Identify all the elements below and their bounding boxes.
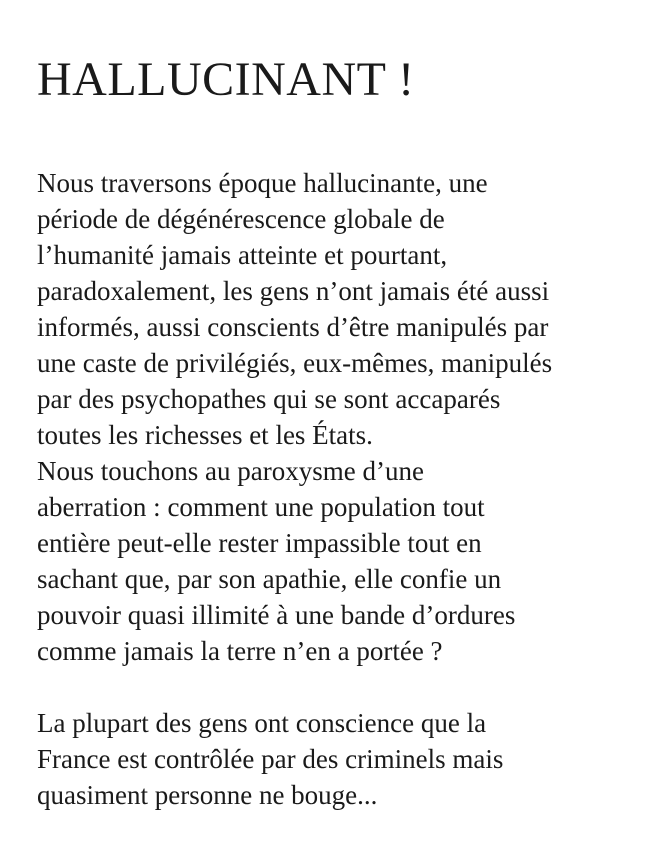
text-line: pouvoir quasi illimité à une bande d’ordures [37, 600, 516, 630]
text-line: entière peut-elle rester impassible tout en [37, 528, 482, 558]
text-line: une caste de privilégiés, eux-mêmes, manipulés [37, 348, 553, 378]
text-line: sachant que, par son apathie, elle confie un [37, 564, 502, 594]
text-line: quasiment personne ne bouge... [37, 780, 378, 810]
text-line: France est contrôlée par des criminels mais [37, 744, 504, 774]
text-line: l’humanité jamais atteinte et pourtant, [37, 240, 448, 270]
text-line: Nous traversons époque hallucinante, une [37, 168, 488, 198]
text-line: comme jamais la terre n’en a portée ? [37, 636, 443, 666]
text-line: informés, aussi conscients d’être manipulés par [37, 312, 549, 342]
text-line: par des psychopathes qui se sont accaparés [37, 384, 501, 414]
paragraph-gap [37, 669, 637, 705]
text-line: toutes les richesses et les États. [37, 420, 373, 450]
text-line: période de dégénérescence globale de [37, 204, 445, 234]
page-title: HALLUCINANT ! [37, 53, 415, 106]
body-text [37, 165, 637, 813]
text-line: paradoxalement, les gens n’ont jamais été aussi [37, 276, 550, 306]
text-line: La plupart des gens ont conscience que la [37, 708, 487, 738]
text-line: Nous touchons au paroxysme d’une [37, 456, 424, 486]
text-line: aberration : comment une population tout [37, 492, 485, 522]
